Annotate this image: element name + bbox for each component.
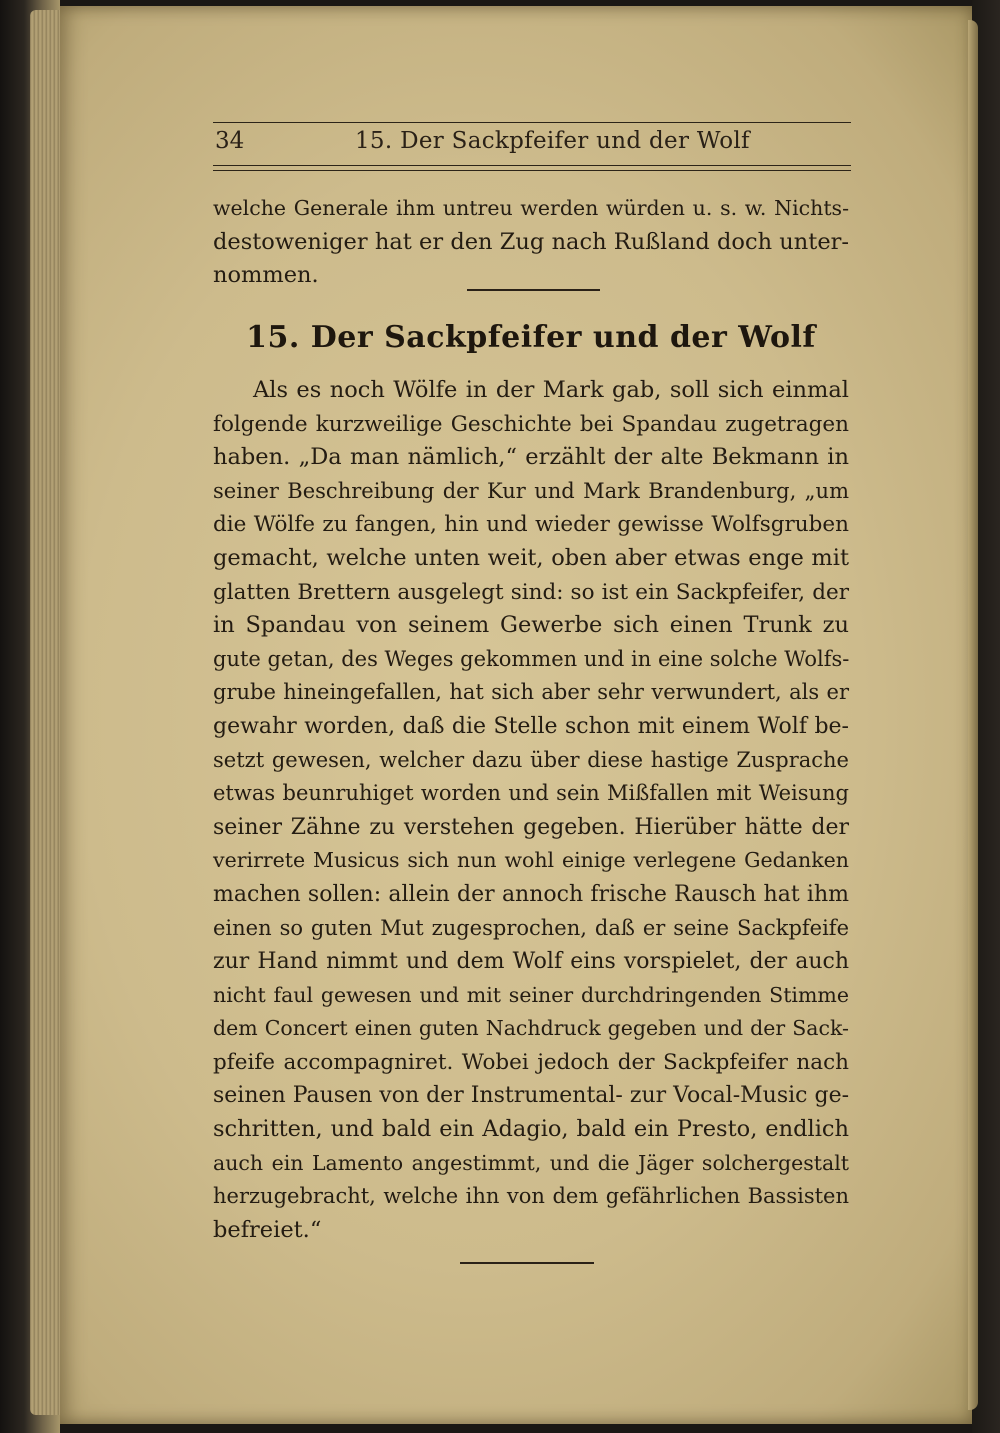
text-line: welche Generale ihm untreu werden würden u. s. w. Nichts- — [213, 196, 849, 220]
text-line: seinen Pausen von der Instrumental- zur Vocal-Music ge- — [213, 1083, 850, 1109]
text-line: auch ein Lamento angestimmt, und die Jäger solchergestalt — [213, 1150, 849, 1175]
text-line: in Spandau von seinem Gewerbe sich einen Trunk zu — [213, 612, 849, 639]
page-number: 34 — [215, 128, 245, 154]
text-line: gewahr worden, daß die Stelle schon mit einem Wolf be- — [213, 713, 849, 739]
text-line: folgende kurzweilige Geschichte bei Spandau zugetragen — [213, 411, 849, 437]
chapter-title: 15. Der Sackpfeifer und der Wolf — [246, 320, 816, 355]
text-line: zur Hand nimmt und dem Wolf eins vorspielet, der auch — [213, 949, 849, 975]
section-divider — [467, 289, 600, 291]
end-divider — [460, 1262, 594, 1264]
text-line: befreiet.“ — [213, 1216, 322, 1243]
text-line: verirrete Musicus sich nun wohl einige verlegene Gedanken — [213, 848, 849, 873]
text-line: nicht faul gewesen und mit seiner durchdringenden Stimme — [213, 982, 849, 1007]
running-head — [213, 124, 851, 160]
text-line: dem Concert einen guten Nachdruck gegeben und der Sack- — [213, 1016, 849, 1041]
text-line: grube hineingefallen, hat sich aber sehr verwundert, als er — [213, 680, 849, 705]
header-rule-top — [213, 122, 851, 123]
text-line: haben. „Da man nämlich,“ erzählt der alte Bekmann in — [213, 444, 849, 471]
previous-paragraph — [213, 192, 849, 293]
text-line: machen sollen: allein der annoch frische Rausch hat ihm — [213, 881, 849, 907]
page-curl — [968, 20, 978, 1410]
header-rule-bottom-2 — [213, 170, 851, 171]
text-line: nommen. — [213, 262, 319, 289]
text-line: glatten Brettern ausgelegt sind: so ist ein Sackpfeifer, der — [213, 579, 849, 605]
chapter-body — [213, 374, 849, 1247]
text-line: seiner Beschreibung der Kur und Mark Brandenburg, „um — [213, 478, 849, 503]
text-line: Als es noch Wölfe in der Mark gab, soll sich einmal — [253, 377, 849, 403]
running-head-title: 15. Der Sackpfeifer und der Wolf — [355, 128, 750, 154]
text-line: herzugebracht, welche ihn von dem gefährlichen Bassisten — [213, 1184, 849, 1209]
header-rule-bottom-1 — [213, 165, 851, 166]
text-line: schritten, und bald ein Adagio, bald ein Presto, endlich — [213, 1116, 849, 1143]
text-line: etwas beunruhiget worden und sein Mißfallen mit Weisung — [213, 781, 849, 806]
text-line: die Wölfe zu fangen, hin und wieder gewisse Wolfsgruben — [213, 512, 849, 538]
text-line: pfeife accompagniret. Wobei jedoch der Sackpfeifer nach — [213, 1049, 849, 1075]
text-line: gute getan, des Weges gekommen und in eine solche Wolfs- — [213, 646, 850, 671]
text-line: destoweniger hat er den Zug nach Rußland doch unter- — [213, 228, 849, 255]
text-line: einen so guten Mut zugesprochen, daß er seine Sackpfeife — [213, 915, 849, 940]
text-line: gemacht, welche unten weit, oben aber etwas enge mit — [213, 544, 849, 571]
text-line: setzt gewesen, welcher dazu über diese hastige Zusprache — [213, 747, 849, 772]
text-line: seiner Zähne zu verstehen gegeben. Hierüber hätte der — [213, 814, 849, 840]
